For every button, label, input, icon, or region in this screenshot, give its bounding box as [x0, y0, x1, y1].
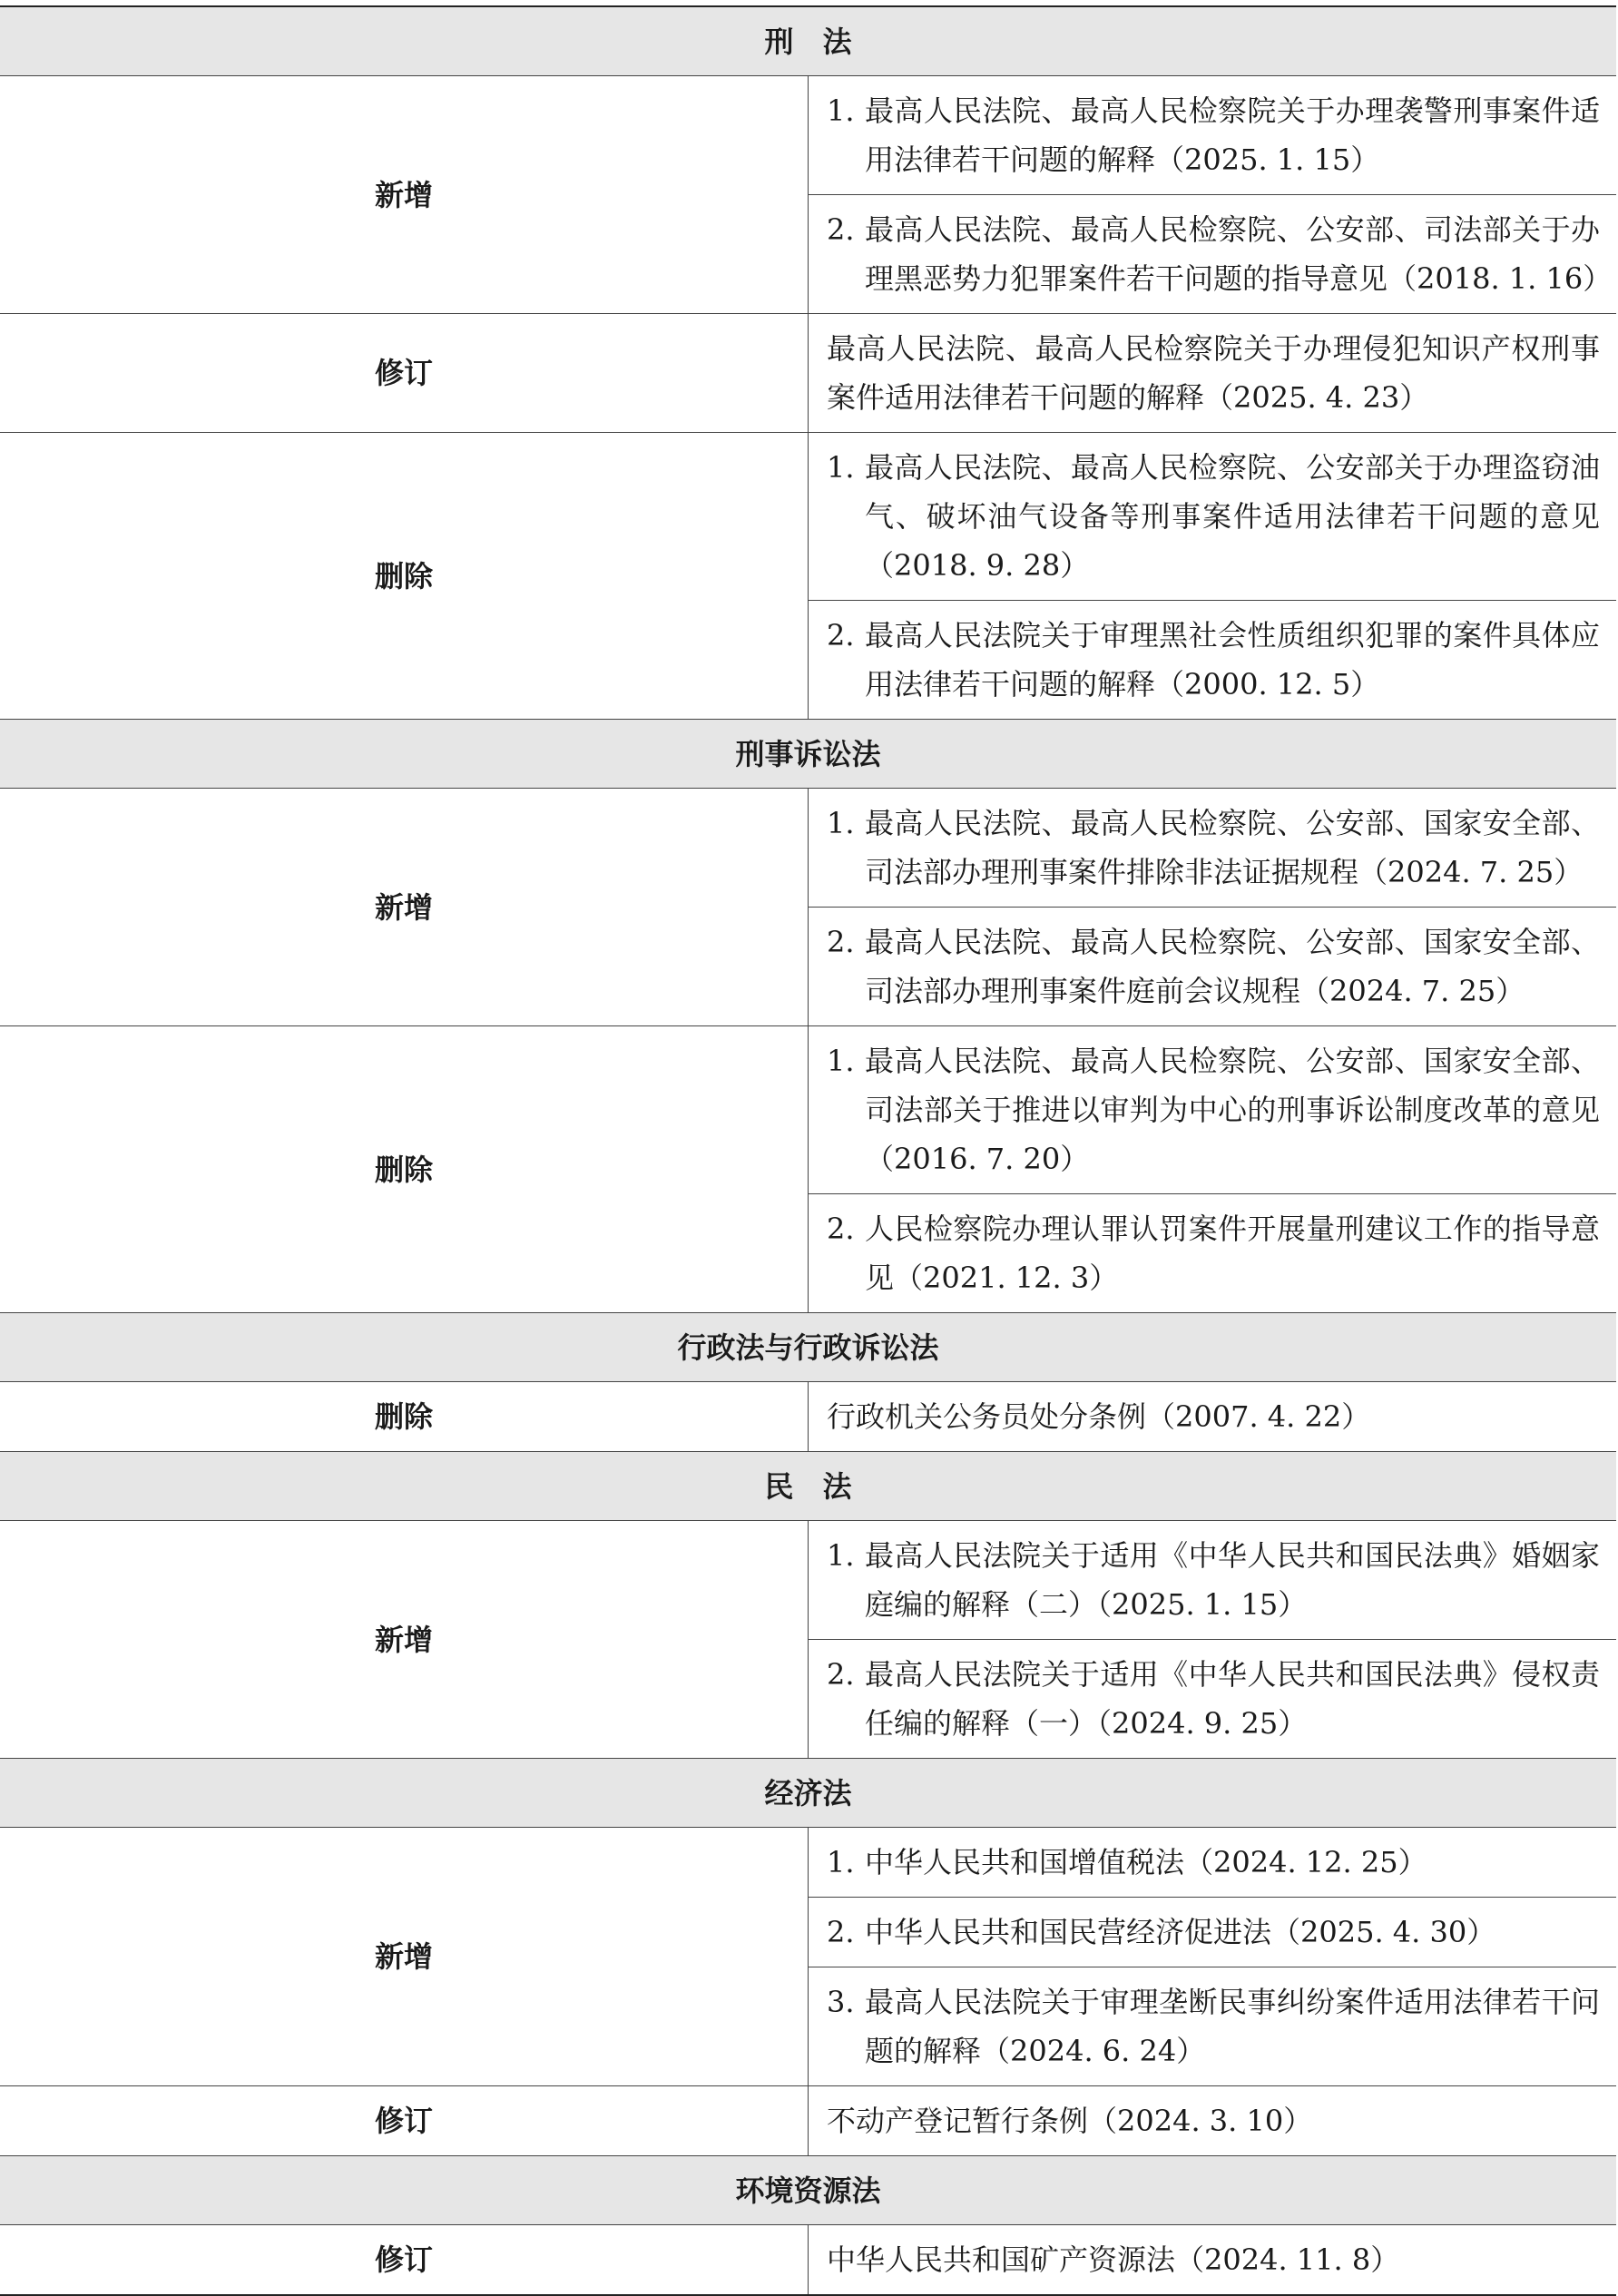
section-title: 刑事诉讼法: [0, 720, 1616, 789]
change-category: 修订: [0, 314, 809, 433]
entry-line: [827, 2235, 1600, 2284]
entry-line: [827, 1036, 1600, 1183]
entry-line: [827, 1908, 1600, 1957]
entry-line: [827, 324, 1600, 422]
regulation-entry: [809, 1640, 1617, 1759]
regulation-title: 最高人民法院、最高人民检察院、公安部、司法部关于办理黑恶势力犯罪案件若干问题的指导意见（2018. 1. 16）: [865, 212, 1613, 296]
regulation-title: 最高人民法院关于审理垄断民事纠纷案件适用法律若干问题的解释（2024. 6. 24）: [865, 1985, 1600, 2068]
entry-line: [827, 1531, 1600, 1629]
regulation-title: 最高人民法院、最高人民检察院、公安部、国家安全部、司法部办理刑事案件排除非法证据规程（2024. 7. 25）: [865, 806, 1600, 889]
regulation-entry: [809, 314, 1617, 433]
change-category: 新增: [0, 789, 809, 1026]
regulation-entry: [809, 433, 1617, 601]
section-title: 行政法与行政诉讼法: [0, 1313, 1616, 1382]
change-category: 修订: [0, 2086, 809, 2156]
item-number: 1.: [827, 1845, 855, 1879]
regulation-title: 最高人民法院、最高人民检察院关于办理侵犯知识产权刑事案件适用法律若干问题的解释（2025. 4. 23）: [827, 331, 1600, 415]
regulation-title: 中华人民共和国增值税法（2024. 12. 25）: [865, 1845, 1427, 1879]
regulation-entry: [809, 1967, 1617, 2086]
regulation-title: 行政机关公务员处分条例（2007. 4. 22）: [827, 1399, 1371, 1434]
item-number: 3.: [827, 1985, 855, 2019]
entry-line: [827, 799, 1600, 897]
item-number: 2.: [827, 618, 855, 652]
regulation-entry: [809, 789, 1617, 908]
table-row: [0, 1828, 1616, 1898]
section-header-row: [0, 1313, 1616, 1382]
change-category: 删除: [0, 1026, 809, 1313]
change-category: 新增: [0, 1521, 809, 1759]
entry-line: [827, 443, 1600, 590]
regulation-entry: [809, 76, 1617, 195]
regulation-entry: [809, 195, 1617, 314]
section-header-row: [0, 720, 1616, 789]
item-number: 2.: [827, 1657, 855, 1692]
table-row: [0, 1026, 1616, 1194]
item-number: 2.: [827, 925, 855, 959]
regulation-entry: [809, 1382, 1617, 1452]
regulation-title: 中华人民共和国矿产资源法（2024. 11. 8）: [827, 2242, 1400, 2277]
table-row: [0, 2086, 1616, 2156]
change-category: 删除: [0, 1382, 809, 1452]
table-row: [0, 2225, 1616, 2296]
regulation-title: 不动产登记暂行条例（2024. 3. 10）: [827, 2104, 1313, 2138]
change-category: 新增: [0, 76, 809, 314]
regulation-entry: [809, 908, 1617, 1026]
item-number: 1.: [827, 93, 855, 128]
regulation-entry: [809, 2225, 1617, 2296]
section-title: 经济法: [0, 1759, 1616, 1828]
regulation-entry: [809, 2086, 1617, 2156]
item-number: 1.: [827, 450, 855, 485]
change-category: 删除: [0, 433, 809, 720]
section-header-row: [0, 6, 1616, 76]
section-title: 环境资源法: [0, 2156, 1616, 2225]
item-number: 1.: [827, 1044, 855, 1078]
regulation-title: 最高人民法院关于适用《中华人民共和国民法典》侵权责任编的解释（一）（2024. 9. 25）: [865, 1657, 1600, 1741]
table-row: [0, 1521, 1616, 1640]
entry-line: [827, 1650, 1600, 1748]
item-number: 2.: [827, 1212, 855, 1246]
item-number: 1.: [827, 1538, 855, 1573]
entry-line: [827, 1392, 1600, 1441]
regulation-title: 最高人民法院关于适用《中华人民共和国民法典》婚姻家庭编的解释（二）（2025. 1. 15）: [865, 1538, 1600, 1622]
entry-line: [827, 917, 1600, 1016]
regulation-title: 最高人民法院、最高人民检察院关于办理袭警刑事案件适用法律若干问题的解释（2025. 1. 15）: [865, 93, 1600, 177]
section-header-row: [0, 2156, 1616, 2225]
change-category: 新增: [0, 1828, 809, 2086]
item-number: 2.: [827, 1915, 855, 1949]
law-changes-table: [0, 5, 1616, 2296]
table-row: [0, 433, 1616, 601]
item-number: 1.: [827, 806, 855, 840]
entry-line: [827, 86, 1600, 184]
entry-line: [827, 1838, 1600, 1887]
regulation-title: 中华人民共和国民营经济促进法（2025. 4. 30）: [865, 1915, 1496, 1949]
table-row: [0, 789, 1616, 908]
entry-line: [827, 1204, 1600, 1302]
entry-line: [827, 2096, 1600, 2145]
regulation-title: 最高人民法院、最高人民检察院、公安部关于办理盗窃油气、破坏油气设备等刑事案件适用法律若干问题的意见（2018. 9. 28）: [865, 450, 1600, 583]
item-number: 2.: [827, 212, 855, 247]
entry-line: [827, 611, 1600, 709]
section-header-row: [0, 1452, 1616, 1521]
regulation-entry: [809, 1828, 1617, 1898]
regulation-entry: [809, 1521, 1617, 1640]
entry-line: [827, 1977, 1600, 2075]
regulation-title: 最高人民法院、最高人民检察院、公安部、国家安全部、司法部关于推进以审判为中心的刑事诉讼制度改革的意见（2016. 7. 20）: [865, 1044, 1600, 1176]
section-title: 民 法: [0, 1452, 1616, 1521]
entry-line: [827, 205, 1613, 303]
section-header-row: [0, 1759, 1616, 1828]
table-row: [0, 314, 1616, 433]
regulation-title: 最高人民法院关于审理黑社会性质组织犯罪的案件具体应用法律若干问题的解释（2000. 12. 5）: [865, 618, 1600, 702]
table-row: [0, 1382, 1616, 1452]
regulation-entry: [809, 1026, 1617, 1194]
change-category: 修订: [0, 2225, 809, 2296]
regulation-title: 最高人民法院、最高人民检察院、公安部、国家安全部、司法部办理刑事案件庭前会议规程（2024. 7. 25）: [865, 925, 1600, 1008]
regulation-entry: [809, 1898, 1617, 1967]
regulation-entry: [809, 601, 1617, 720]
table-body: [0, 6, 1616, 2295]
section-title: 刑 法: [0, 6, 1616, 76]
regulation-entry: [809, 1194, 1617, 1313]
regulation-title: 人民检察院办理认罪认罚案件开展量刑建议工作的指导意见（2021. 12. 3）: [865, 1212, 1600, 1295]
table-row: [0, 76, 1616, 195]
